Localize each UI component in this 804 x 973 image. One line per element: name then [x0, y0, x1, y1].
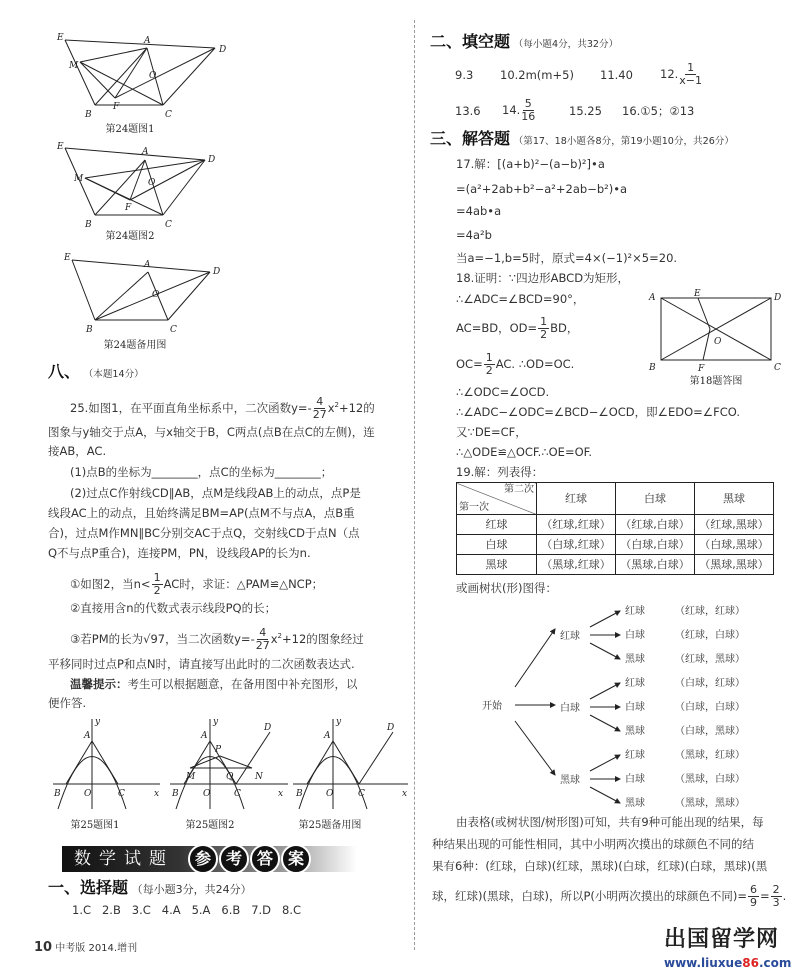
tree-leaf: 白球 — [625, 630, 645, 641]
point-label: O — [149, 71, 157, 81]
banner-title: 数学试题 — [74, 849, 174, 869]
q25-part1: (1)点B的坐标为________，点C的坐标为________； — [70, 465, 333, 479]
point-label: D — [774, 293, 782, 303]
q25-line1: 25.如图1，在平面直角坐标系中，二次函数y=- $\frac{4}{27}$ $x^2+12$的 — [70, 395, 375, 421]
point-label: D — [387, 723, 395, 733]
banner-ball: 案 — [281, 844, 311, 874]
point-label: D — [264, 723, 272, 733]
point-label: M — [186, 772, 196, 782]
tree-leaf: 白球 — [625, 702, 645, 713]
point-label: B — [172, 789, 179, 799]
point-label: B — [296, 789, 303, 799]
tree-diagram — [470, 597, 770, 809]
table-cell: （红球,白球） — [616, 515, 695, 535]
column-divider — [414, 20, 415, 950]
point-label: Q — [226, 772, 234, 782]
point-label: F — [698, 364, 705, 374]
figure-caption: 第24题备用图 — [103, 340, 167, 351]
point-label: B — [649, 363, 656, 373]
table-cell: 黑球 — [457, 555, 537, 575]
q18-line: ∴∠ADC−∠ODC=∠BCD−∠OCD，即∠EDO=∠FCO. — [456, 405, 740, 419]
point-label: O — [84, 789, 92, 799]
tree-leaf: 黑球 — [625, 798, 645, 809]
table-cell: （黑球,红球） — [537, 555, 616, 575]
tree-result: （黑球，红球） — [675, 750, 745, 761]
point-label: C — [774, 363, 781, 373]
point-label: F — [113, 102, 120, 112]
figure-24-1 — [55, 30, 235, 122]
point-label: E — [64, 253, 71, 263]
q25-line3: 接AB，AC. — [48, 444, 107, 458]
point-label: y — [95, 717, 101, 727]
answer-9: 9.3 — [455, 68, 474, 82]
section-2-heading: 二、填空题 （每小题4分，共32分） — [430, 32, 619, 51]
watermark-logo: 出国留学网 — [664, 927, 780, 952]
watermark-url: www.liuxue86.com — [664, 956, 792, 970]
point-label: O — [714, 337, 722, 347]
figure-caption: 第25题图1 — [70, 820, 120, 831]
hint: 温馨提示：考生可以根据题意，在备用图中补充图形，以 — [70, 677, 358, 691]
answer-16: 16.①5；②13 — [622, 104, 695, 118]
point-label: A — [649, 293, 656, 303]
figure-caption: 第24题图1 — [105, 124, 155, 135]
point-label: E — [57, 142, 64, 152]
q25-part2-line: 合)，过点M作MN∥BC分别交AC于点Q，交射线CD于点N（点 — [48, 526, 360, 540]
table-row — [457, 535, 774, 555]
q25-sub1: ①如图2，当n< $\frac{1}{2}$ AC时，求证：△PAM≌△NCP； — [70, 571, 324, 597]
answer-key-banner — [62, 846, 357, 872]
point-label: B — [85, 110, 92, 120]
table-cell: （白球,白球） — [616, 535, 695, 555]
conclusion-line: 种结果出现的可能性相同，其中小明两次摸出的球颜色不同的结 — [432, 837, 754, 851]
point-label: M — [74, 174, 84, 184]
conclusion-line: 果有6种：(红球，白球)(红球，黑球)(白球，红球)(白球，黑球)(黑 — [432, 859, 768, 873]
point-label: O — [326, 789, 334, 799]
point-label: A — [324, 731, 331, 741]
q25-sub3-line: 平移同时过点P和点N时，请直接写出此时的二次函数表达式. — [48, 657, 355, 671]
q18-line: 又∵DE=CF， — [456, 425, 527, 439]
q25-part2: (2)过点C作射线CD∥AB，点M是线段AB上的动点，点P是 — [70, 486, 361, 500]
tree-result: （白球，红球） — [675, 678, 745, 689]
q18-line: OC= $\frac{1}{2}$ AC. ∴OD=OC. — [456, 351, 575, 377]
section-3-heading: 三、解答题 （第17、18小题各8分，第19小题10分，共26分） — [430, 129, 734, 148]
answer-12: 12. $\frac{1}{x-1}$ — [660, 61, 703, 87]
q17-line: 17.解：[(a+b)²−(a−b)²]•a — [456, 157, 605, 171]
point-label: P — [215, 745, 222, 755]
q25-part2-line: 线段AC上的动点，且始终满足BM=AP(点M不与点A，点B重 — [48, 506, 355, 520]
watermark — [664, 928, 791, 970]
tree-leaf: 黑球 — [625, 654, 645, 665]
point-label: C — [165, 220, 172, 230]
table-cell: （白球,黑球） — [695, 535, 774, 555]
tree-result: （红球，黑球） — [675, 654, 745, 665]
table-cell: （黑球,白球） — [616, 555, 695, 575]
table-header: 白球 — [616, 483, 695, 515]
point-label: A — [144, 36, 151, 46]
point-label: D — [213, 267, 221, 277]
answer-10: 10.2m(m+5) — [500, 68, 574, 82]
point-label: x — [278, 789, 284, 799]
q25-line2: 图象与y轴交于点A，与x轴交于B，C两点(点B在点C的左侧)，连 — [48, 425, 375, 439]
tree-intro: 或画树状(形)图得： — [456, 581, 557, 595]
figure-caption: 第25题图2 — [185, 820, 235, 831]
figure-24-spare — [60, 250, 240, 336]
q18-line: ∴∠ODC=∠OCD. — [456, 385, 550, 399]
point-label: A — [201, 731, 208, 741]
point-label: C — [234, 789, 241, 799]
tree-leaf: 红球 — [625, 606, 645, 617]
point-label: y — [336, 717, 342, 727]
hint-line: 便作答. — [48, 696, 87, 710]
point-label: B — [86, 325, 93, 335]
table-header-row — [457, 483, 774, 515]
q17-line: =4a²b — [456, 228, 492, 242]
answer-13: 13.6 — [455, 104, 481, 118]
q17-line: =(a²+2ab+b²−a²+2ab−b²)•a — [456, 182, 628, 196]
tree-result: （白球，黑球） — [675, 726, 745, 737]
figures-q25 — [48, 714, 410, 814]
page-footer: 10 中考版 2014.增刊 — [34, 940, 138, 955]
answer-11: 11.40 — [600, 68, 633, 82]
point-label: x — [402, 789, 408, 799]
q19-line: 19.解：列表得： — [456, 465, 544, 479]
table-row — [457, 555, 774, 575]
point-label: N — [255, 772, 263, 782]
figure-caption: 第25题备用图 — [298, 820, 362, 831]
point-label: D — [219, 45, 227, 55]
conclusion-line: 由表格(或树状图/树形图)可知，共有9种可能出现的结果，每 — [456, 815, 764, 829]
point-label: O — [152, 290, 160, 300]
q25-sub3: ③若PM的长为√97，当二次函数y=- $\frac{4}{27}$ $x^2+12$的图象经过 — [70, 626, 364, 652]
table-row — [457, 515, 774, 535]
tree-node: 白球 — [560, 703, 580, 714]
table-header: 红球 — [537, 483, 616, 515]
point-label: D — [208, 155, 216, 165]
answer-14: 14. $\frac{5}{16}$ — [502, 97, 536, 123]
table-cell: （黑球,黑球） — [695, 555, 774, 575]
banner-ball: 考 — [219, 844, 249, 874]
figure-caption: 第24题图2 — [105, 231, 155, 242]
figure-24-2 — [55, 140, 235, 230]
point-label: A — [144, 260, 151, 270]
tree-root: 开始 — [482, 701, 502, 712]
tree-result: （黑球，黑球） — [675, 798, 745, 809]
point-label: C — [118, 789, 125, 799]
tree-result: （黑球，白球） — [675, 774, 745, 785]
tree-result: （白球，白球） — [675, 702, 745, 713]
table-cell: 白球 — [457, 535, 537, 555]
point-label: M — [69, 61, 79, 71]
corner-bottom-label: 第一次 — [459, 502, 489, 513]
q18-line: AC=BD，OD= $\frac{1}{2}$ BD， — [456, 315, 579, 341]
figure-caption: 第18题答图 — [689, 376, 743, 387]
answer-15: 15.25 — [569, 104, 602, 118]
q17-line: =4ab•a — [456, 204, 502, 218]
q17-line: 当a=−1,b=5时，原式=4×(−1)²×5=20. — [456, 251, 678, 265]
tree-result: （红球，白球） — [675, 630, 745, 641]
tree-leaf: 红球 — [625, 678, 645, 689]
table-cell: （红球,红球） — [537, 515, 616, 535]
table-cell: （白球,红球） — [537, 535, 616, 555]
point-label: C — [170, 325, 177, 335]
q18-line: ∴△ODE≌△OCF.∴OE=OF. — [456, 445, 593, 459]
point-label: C — [165, 110, 172, 120]
point-label: E — [694, 289, 701, 299]
outcome-table — [456, 482, 774, 575]
point-label: O — [148, 178, 156, 188]
point-label: F — [125, 203, 132, 213]
point-label: C — [358, 789, 365, 799]
corner-top-label: 第二次 — [504, 484, 534, 495]
section-1-heading: 一、选择题 （每小题3分，共24分） — [48, 878, 252, 897]
point-label: E — [57, 33, 64, 43]
point-label: B — [85, 220, 92, 230]
table-cell: （红球,黑球） — [695, 515, 774, 535]
point-label: x — [154, 789, 160, 799]
banner-ball: 参 — [188, 844, 218, 874]
table-header: 黑球 — [695, 483, 774, 515]
section-8-heading: 八、 （本题14分） — [48, 362, 144, 381]
banner-ball: 答 — [250, 844, 280, 874]
q25-sub2: ②直接用含n的代数式表示线段PQ的长； — [70, 601, 277, 615]
q18-line: 18.证明：∵四边形ABCD为矩形， — [456, 271, 630, 285]
tree-node: 红球 — [560, 631, 580, 642]
table-corner — [457, 483, 537, 515]
figure-18 — [646, 288, 791, 374]
q18-line: ∴∠ADC=∠BCD=90°， — [456, 292, 585, 306]
choice-answers: 1.C 2.B 3.C 4.A 5.A 6.B 7.D 8.C — [72, 903, 302, 917]
tree-leaf: 红球 — [625, 750, 645, 761]
point-label: A — [142, 147, 149, 157]
tree-node: 黑球 — [560, 775, 580, 786]
q25-part2-line: Q不与点P重合)，连接PM，PN，设线段AP的长为n. — [48, 546, 311, 560]
conclusion-line: 球，红球)(黑球，白球)，所以P(小明两次摸出的球颜色不同)= $\frac{6}{9}$ = $\frac{2}{3}$ . — [432, 883, 787, 909]
point-label: y — [213, 717, 219, 727]
table-cell: 红球 — [457, 515, 537, 535]
point-label: A — [84, 731, 91, 741]
tree-result: （红球，红球） — [675, 606, 745, 617]
tree-leaf: 白球 — [625, 774, 645, 785]
point-label: B — [54, 789, 61, 799]
tree-leaf: 黑球 — [625, 726, 645, 737]
point-label: O — [203, 789, 211, 799]
